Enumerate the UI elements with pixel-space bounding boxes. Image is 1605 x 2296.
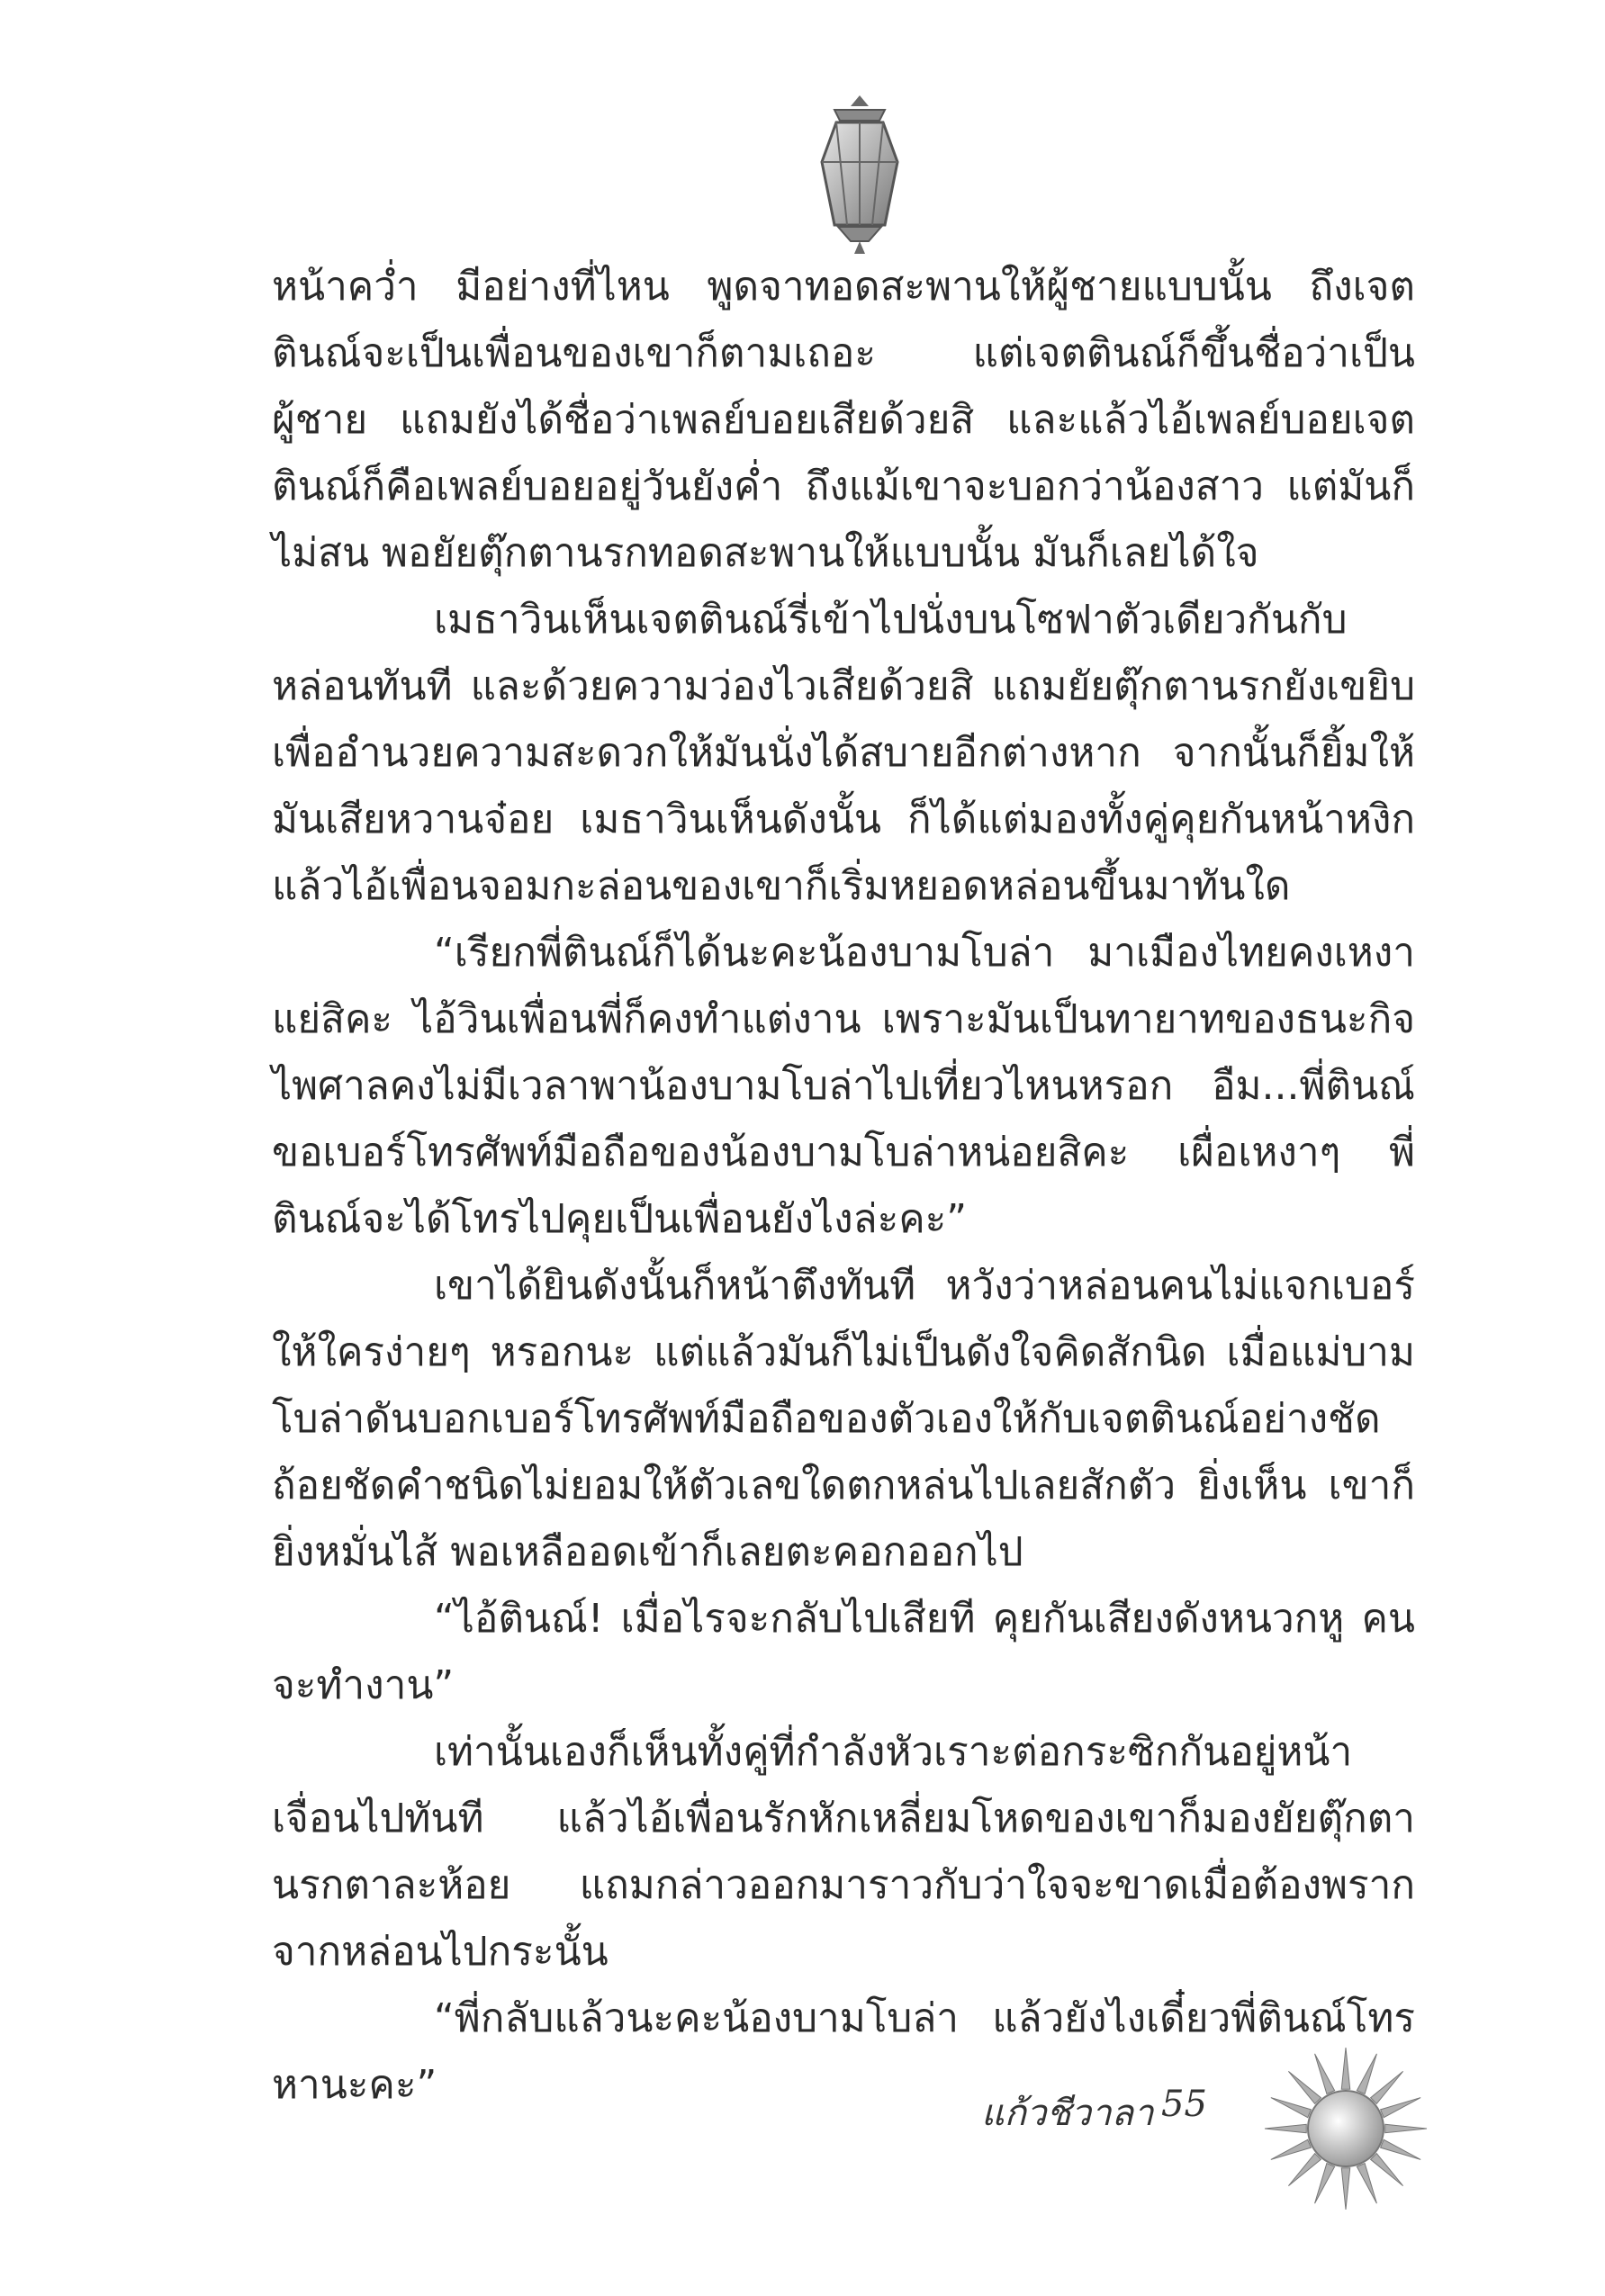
paragraph: “พี่กลับแล้วนะคะน้องบามโบล่า แล้วยังไงเดี๋ยวพี่ตินณ์โทรหานะคะ” <box>272 1995 1415 2108</box>
paragraph: หน้าคว่ำ มีอย่างที่ไหน พูดจาทอดสะพานให้ผู้ชายแบบนั้น ถึงเจตตินณ์จะเป็นเพื่อนของเขาก็ตามเถอะ แต่เจตตินณ์ก็ขึ้นชื่อว่าเป็นผู้ชาย แถมยังได้ชื่อว่าเพลย์บอยเสียด้วยสิ และแล้วไอ้เพลย์บอยเจตตินณ์ก็คือเพลย์บอยอยู่วันยังค่ำ ถึงแม้เขาจะบอกว่าน้องสาว แต่มันก็ไม่สน พอยัยตุ๊กตานรกทอดสะพานให้แบบนั้น มันก็เลยได้ใจ <box>272 264 1415 576</box>
body-text <box>272 254 1415 2119</box>
paragraph: เขาได้ยินดังนั้นก็หน้าตึงทันที หวังว่าหล่อนคนไม่แจกเบอร์ให้ใครง่ายๆ หรอกนะ แต่แล้วมันก็ไม่เป็นดังใจคิดสักนิด เมื่อแม่บามโบล่าดันบอกเบอร์โทรศัพท์มือถือของตัวเองให้กับเจตตินณ์อย่างชัดถ้อยชัดคำชนิดไม่ยอมให้ตัวเลขใดตกหล่นไปเลยสักตัว ยิ่งเห็น เขาก็ยิ่งหมั่นไส้ พอเหลืออดเข้าก็เลยตะคอกออกไป <box>272 1263 1415 1575</box>
lantern-icon <box>779 90 941 257</box>
sun-icon <box>1260 2043 1431 2214</box>
page-footer <box>981 2043 1521 2223</box>
paragraph: เท่านั้นเองก็เห็นทั้งคู่ที่กำลังหัวเราะต่อกระซิกกันอยู่หน้าเจื่อนไปทันที แล้วไอ้เพื่อนรักหักเหลี่ยมโหดของเขาก็มองยัยตุ๊กตานรกตาละห้อย แถมกล่าวออกมาราวกับว่าใจจะขาดเมื่อต้องพรากจากหล่อนไปกระนั้น <box>272 1729 1415 1975</box>
page-number: 55 <box>1161 2084 1207 2125</box>
paragraph: “เรียกพี่ตินณ์ก็ได้นะคะน้องบามโบล่า มาเมืองไทยคงเหงาแย่สิคะ ไอ้วินเพื่อนพี่ก็คงทำแต่งาน เพราะมันเป็นทายาทของธนะกิจไพศาลคงไม่มีเวลาพาน้องบามโบล่าไปเที่ยวไหนหรอก อืม...พี่ตินณ์ขอเบอร์โทรศัพท์มือถือของน้องบามโบล่าหน่อยสิคะ เผื่อเหงาๆ พี่ตินณ์จะได้โทรไปคุยเป็นเพื่อนยังไงล่ะคะ” <box>272 930 1415 1242</box>
paragraph: “ไอ้ตินณ์! เมื่อไรจะกลับไปเสียที คุยกันเสียงดังหนวกหู คนจะทำงาน” <box>272 1596 1415 1708</box>
paragraph: เมธาวินเห็นเจตตินณ์รี่เข้าไปนั่งบนโซฟาตัวเดียวกันกับหล่อนทันที และด้วยความว่องไวเสียด้วยสิ แถมยัยตุ๊กตานรกยังเขยิบเพื่ออำนวยความสะดวกให้มันนั่งได้สบายอีกต่างหาก จากนั้นก็ยิ้มให้มันเสียหวานจ๋อย เมธาวินเห็นดังนั้น ก็ได้แต่มองทั้งคู่คุยกันหน้าหงิก แล้วไอ้เพื่อนจอมกะล่อนของเขาก็เริ่มหยอดหล่อนขึ้นมาทันใด <box>272 597 1415 909</box>
book-title: แก้วชีวาลา <box>981 2093 1154 2134</box>
